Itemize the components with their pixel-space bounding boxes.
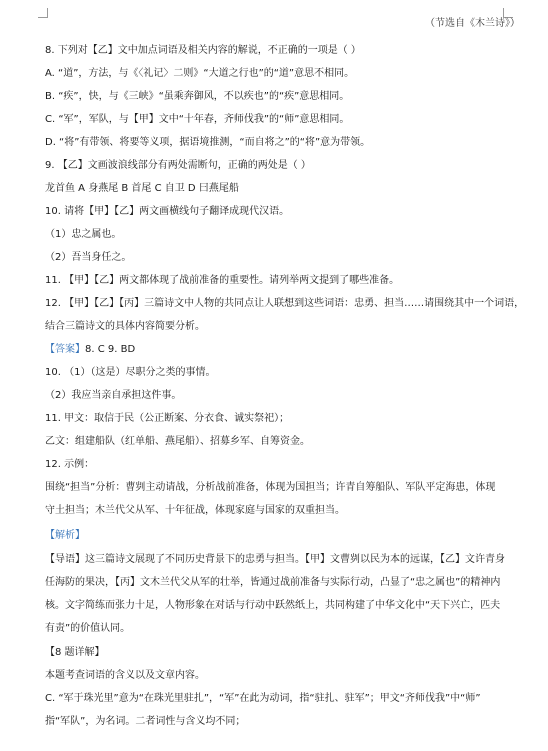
question-12-line1: 12. 【甲】【乙】【丙】三篇诗文中人物的共同点让人联想到这些词语：忠勇、担当……请围绕其中一个词语， [45,298,525,309]
analysis-para-line1: 【导语】这三篇诗文展现了不同历史背景下的忠勇与担当。【甲】文曹刿以民为本的远谋，【乙】文许青身 [45,554,505,565]
answer-10-part1: 10. （1）（这是）尽职分之类的事情。 [45,367,216,378]
option-8b: B. “疾”，快，与《三峡》“虽乘奔御风，不以疾也”的“疾”意思相同。 [45,91,350,102]
question-8-detail-heading: 【8 题详解】 [45,647,105,658]
answer-12-line1: 围绕“担当”分析：曹刿主动请战，分析战前准备，体现为国担当；许青自筹船队、军队平定海患，体现 [45,482,496,493]
analysis-heading [45,529,85,542]
question-8-detail-c1: C. “军于珠光里”意为“在珠光里驻扎”，“军”在此为动词，指“驻扎、驻军”；甲文“齐师伐我”中“师” [45,693,481,704]
answer-11-yi: 乙文：组建船队（红单船、燕尾船）、招募乡军、自筹资金。 [45,436,310,447]
option-8d: D. “将”有带领、将要等义项，据语境推测，“而自将之”的“将”意为带领。 [45,137,371,148]
question-8: 8. 下列对【乙】文中加点词语及相关内容的解说，不正确的一项是（ ） [45,45,361,56]
analysis-para-line4: 有责”的价值认同。 [45,623,131,634]
answer-12-line2: 守土担当；木兰代父从军、十年征战，体现家庭与国家的双重担当。 [45,505,345,516]
answer-tag: 【答案】 [45,344,85,355]
answer-line [45,343,135,356]
question-12-line2: 结合三篇诗文的具体内容简要分析。 [45,321,205,332]
question-10-part2: （2）吾当身任之。 [45,252,132,263]
crop-mark-left [38,8,48,18]
option-8c: C. “军”，军队，与【甲】文中“十年春，齐师伐我”的“师”意思相同。 [45,114,350,125]
answer-12-label: 12. 示例： [45,459,95,470]
question-9: 9. 【乙】文画波浪线部分有两处需断句，正确的两处是（ ） [45,160,311,171]
option-8a: A. “道”，方法，与《〈礼记〉二则》“大道之行也”的“道”意思不相同。 [45,68,355,79]
question-10: 10. 请将【甲】【乙】两文画横线句子翻译成现代汉语。 [45,206,290,217]
question-8-detail-intro: 本题考查词语的含义以及文章内容。 [45,670,205,681]
question-10-part1: （1）忠之属也。 [45,229,122,240]
analysis-para-line3: 核。文字简练而张力十足，人物形象在对话与行动中跃然纸上，共同构建了中华文化中“天下兴亡，匹夫 [45,600,501,611]
analysis-para-line2: 任海防的果决，【丙】文木兰代父从军的壮举，皆通过战前准备与实际行动，凸显了“忠之属也”的精神内 [45,577,501,588]
answer-values: 8. C 9. BD [85,344,136,355]
question-8-detail-c2: 指“军队”，为名词。二者词性与含义均不同； [45,716,246,727]
source-citation: （节选自《木兰诗》） [425,18,520,29]
question-11: 11. 【甲】【乙】两文都体现了战前准备的重要性。请列举两文提到了哪些准备。 [45,275,400,286]
question-9-options: 龙首鱼 A 身燕尾 B 首尾 C 自卫 D 曰燕尾船 [45,183,239,194]
answer-10-part2: （2）我应当亲自承担这件事。 [45,390,182,401]
answer-11-jia: 11. 甲文：取信于民（公正断案、分衣食、诚实祭祀）； [45,413,290,424]
analysis-tag: 【解析】 [45,530,85,541]
